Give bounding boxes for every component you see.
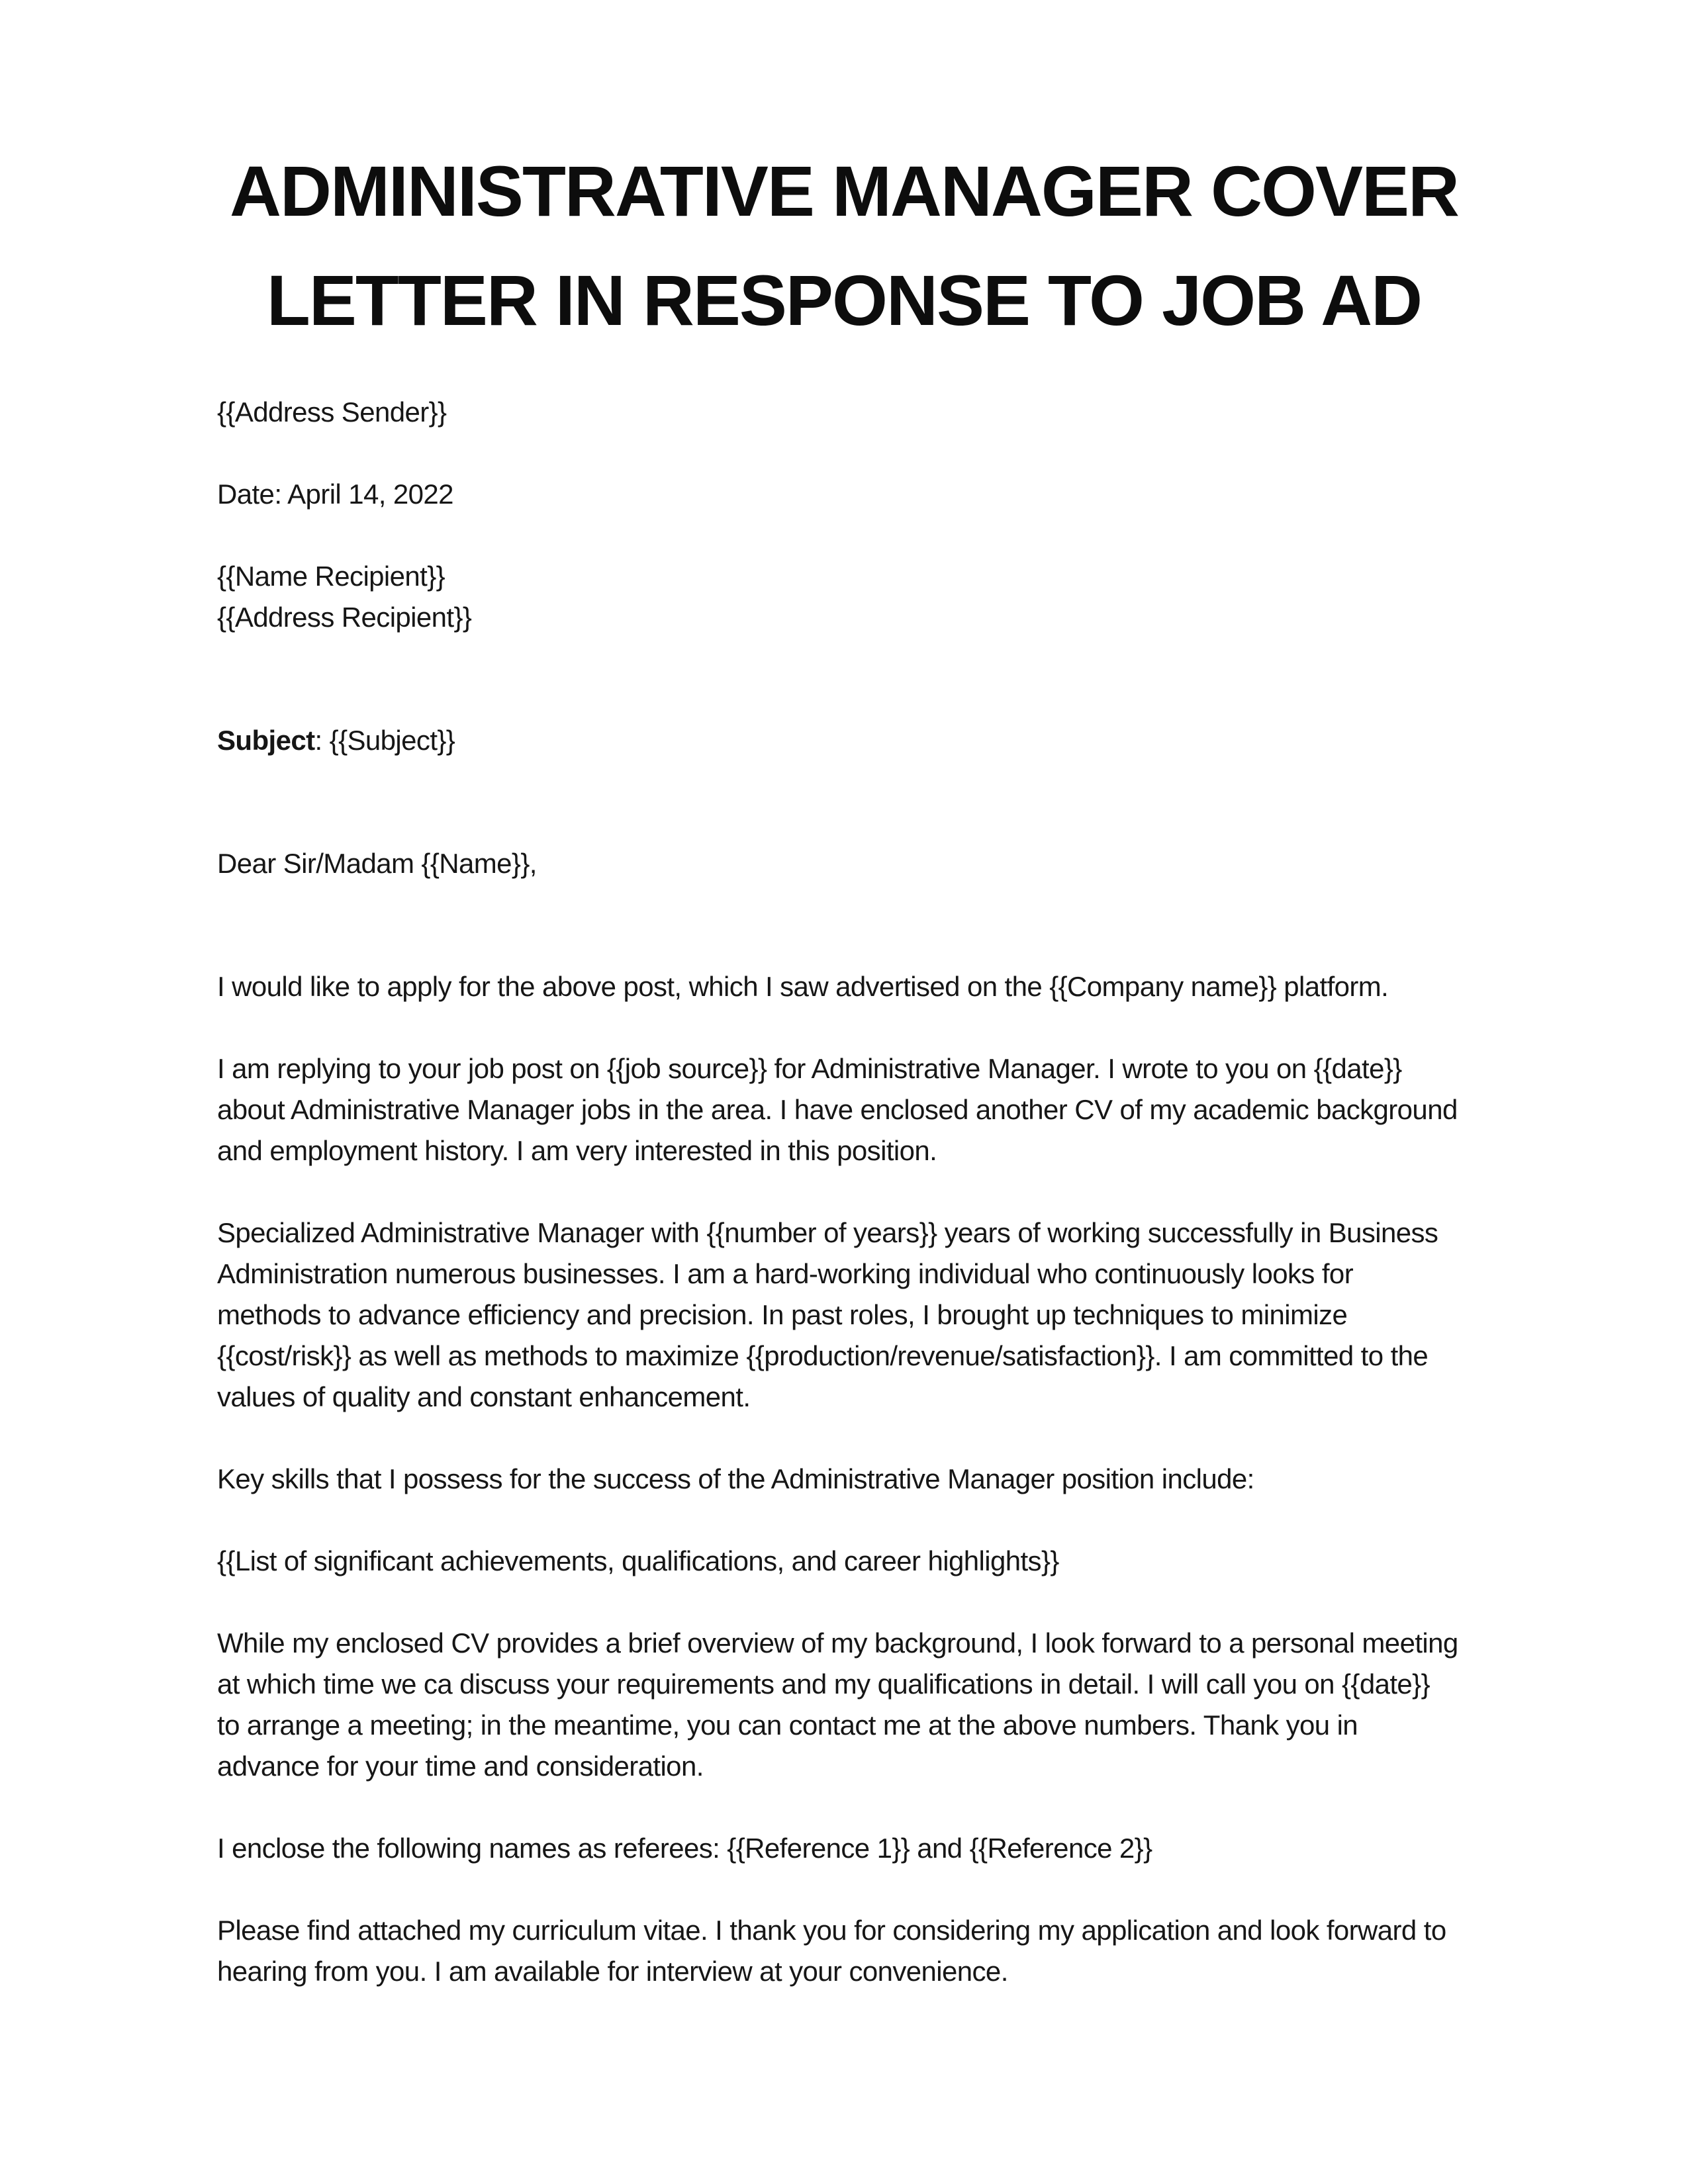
paragraph-line: advance for your time and consideration.: [217, 1751, 704, 1782]
paragraph-3: [217, 1212, 1515, 1418]
date-text: Date: April 14, 2022: [217, 478, 453, 510]
paragraph-line: {{List of significant achievements, qualifications, and career highlights}}: [217, 1545, 1059, 1576]
name-recipient-text: {{Name Recipient}}: [217, 561, 445, 592]
subject-label: Subject: [217, 725, 315, 756]
paragraph-line: Key skills that I possess for the success of the Administrative Manager position include:: [217, 1463, 1254, 1494]
salutation-text: Dear Sir/Madam {{Name}},: [217, 848, 537, 879]
paragraph-line: hearing from you. I am available for interview at your convenience.: [217, 1956, 1008, 1987]
paragraph-line: and employment history. I am very interested in this position.: [217, 1135, 937, 1166]
paragraph-line: Please find attached my curriculum vitae. I thank you for considering my application and look forward to: [217, 1915, 1446, 1946]
paragraph-line: values of quality and constant enhancement.: [217, 1381, 751, 1412]
sender-address: [217, 392, 1515, 433]
paragraph-line: While my enclosed CV provides a brief overview of my background, I look forward to a personal meeting: [217, 1627, 1458, 1659]
paragraph-line: at which time we ca discuss your requirements and my qualifications in detail. I will call you on {{date}}: [217, 1668, 1430, 1700]
paragraph-4: [217, 1459, 1515, 1500]
paragraph-line: to arrange a meeting; in the meantime, you can contact me at the above numbers. Thank you in: [217, 1709, 1358, 1741]
paragraph-line: {{cost/risk}} as well as methods to maximize {{production/revenue/satisfaction}}. I am committed to the: [217, 1340, 1429, 1371]
paragraph-line: Administration numerous businesses. I am a hard-working individual who continuously looks for: [217, 1258, 1354, 1289]
letter-date: [217, 474, 1515, 515]
document-title-line-1: ADMINISTRATIVE MANAGER COVER: [229, 151, 1459, 231]
subject-line: [217, 720, 1515, 761]
paragraph-line: I am replying to your job post on {{job source}} for Administrative Manager. I wrote to you on {{date}}: [217, 1053, 1402, 1084]
paragraph-6: [217, 1623, 1515, 1787]
paragraph-line: I enclose the following names as referees: {{Reference 1}} and {{Reference 2}}: [217, 1833, 1152, 1864]
subject-value: : {{Subject}}: [314, 725, 455, 756]
paragraph-line: about Administrative Manager jobs in the area. I have enclosed another CV of my academic background: [217, 1094, 1458, 1125]
recipient-block: [217, 556, 1515, 638]
paragraph-7: [217, 1828, 1515, 1869]
paragraph-5: [217, 1541, 1515, 1582]
address-sender-text: {{Address Sender}}: [217, 396, 447, 428]
salutation: [217, 843, 1515, 884]
paragraph-1: [217, 966, 1515, 1007]
paragraph-8: [217, 1910, 1515, 1992]
paragraph-2: [217, 1048, 1515, 1171]
document-title-line-2: LETTER IN RESPONSE TO JOB AD: [266, 260, 1422, 340]
paragraph-line: Specialized Administrative Manager with {{number of years}} years of working successfully in Business: [217, 1217, 1438, 1248]
paragraph-line: I would like to apply for the above post, which I saw advertised on the {{Company name}} platform.: [217, 971, 1389, 1002]
address-recipient-text: {{Address Recipient}}: [217, 602, 472, 633]
paragraph-line: methods to advance efficiency and precision. In past roles, I brought up techniques to minimize: [217, 1299, 1348, 1330]
